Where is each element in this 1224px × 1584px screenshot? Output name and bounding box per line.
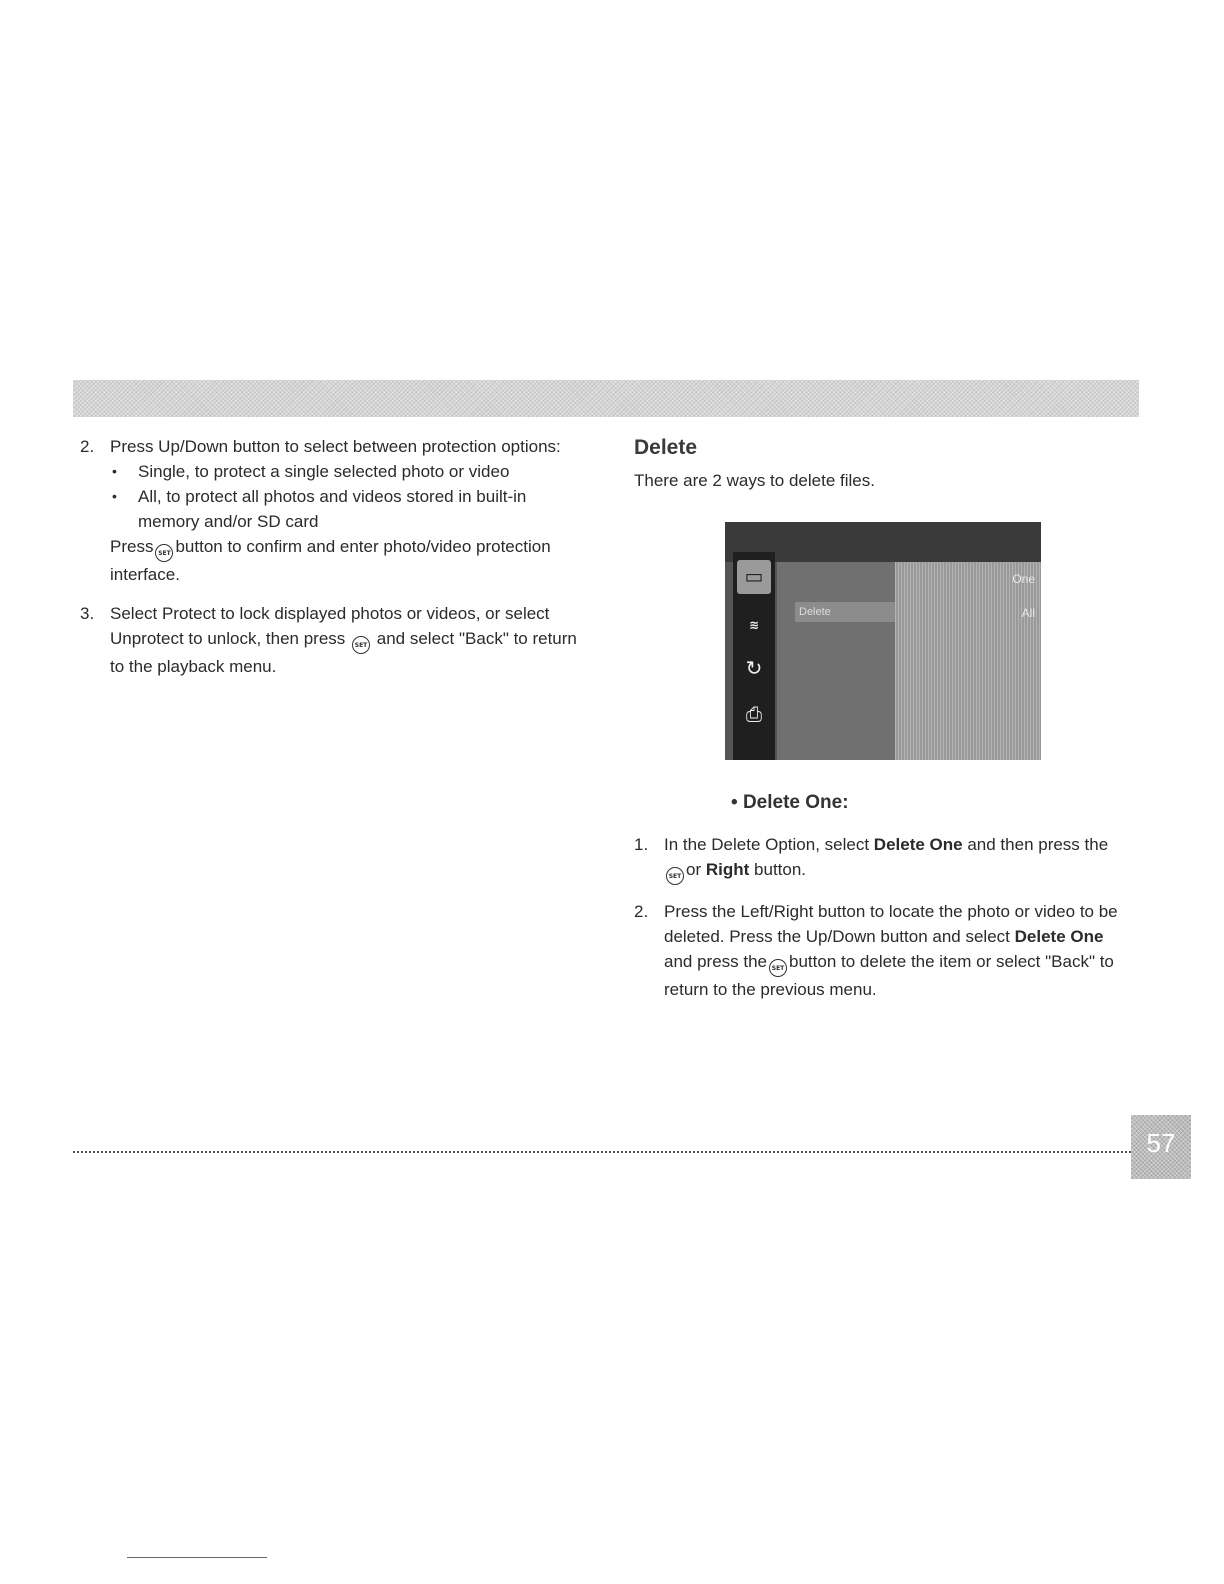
left-column [80,434,580,693]
page-number: 57 [1131,1115,1191,1179]
item-number: 2. [80,437,95,456]
right-column [634,434,1134,493]
list-item-2 [634,899,1124,1002]
bullet-item-all [110,484,580,534]
confirm-after: button to confirm and enter photo/video protection interface. [110,537,551,584]
bullet-dot: • [731,792,738,813]
playback-icon: ▭ [737,560,771,594]
item-text: Press Up/Down button to select between protection options: [110,437,561,456]
list-item-1 [634,832,1124,885]
set-button-icon: SET [769,959,787,977]
step-text: In the Delete Option, select [664,835,870,854]
set-button-icon: SET [155,544,173,562]
item-number: 3. [80,604,95,623]
screen-option-all: All [1021,606,1035,620]
bottom-rule [127,1557,267,1558]
set-button-icon: SET [666,867,684,885]
list-item-3 [80,601,580,679]
bullet-item-single [110,459,580,484]
step-bold: Delete One [873,835,963,854]
step-text: and then press the [967,835,1109,854]
step-text: Press the Left/Right button to locate the photo or video to be deleted. Press the Up/Down button and select [664,902,1118,946]
list-item-2 [80,434,580,587]
delete-one-heading [731,792,849,814]
step-text: button to delete the item or select "Back" to return to the previous menu. [664,952,1114,999]
item-text-after: and select "Back" to return to the playback menu. [110,629,577,676]
set-button-icon: SET [352,636,370,654]
confirm-line [110,534,580,587]
screen-menu-delete: Delete [795,602,895,622]
screen-menu-panel [777,562,895,760]
bullet-dot: • [112,488,117,504]
footer-divider [73,1151,1131,1153]
step-bold: Delete One [1014,927,1104,946]
section-title: Delete [634,436,698,459]
bullet-text: All, to protect all photos and videos stored in built-in memory and/or SD card [138,487,527,531]
bullet-text: Single, to protect a single selected photo or video [138,462,510,481]
item-number: 1. [634,835,649,854]
settings-icon: ≋ [748,618,760,632]
screen-submenu [895,562,1041,760]
rotate-icon: ↻ [745,658,763,680]
step-text: button. [754,860,807,879]
item-number: 2. [634,902,649,921]
header-band [73,380,1139,417]
step-bold: Right [705,860,750,879]
screen-option-one: One [1012,572,1035,586]
subheading-text: Delete One: [742,792,849,813]
item-text-before: Select Protect to lock displayed photos or videos, or select Unprotect to unlock, then press [110,604,550,648]
confirm-before: Press [110,537,154,556]
bullet-dot: • [112,463,117,479]
step-text: and press the [664,952,768,971]
camera-menu-screenshot [725,522,1041,760]
step-text: or [686,860,702,879]
intro-text: There are 2 ways to delete files. [634,471,875,490]
delete-one-steps [634,832,1124,1016]
print-icon: ⎙ [746,704,762,726]
